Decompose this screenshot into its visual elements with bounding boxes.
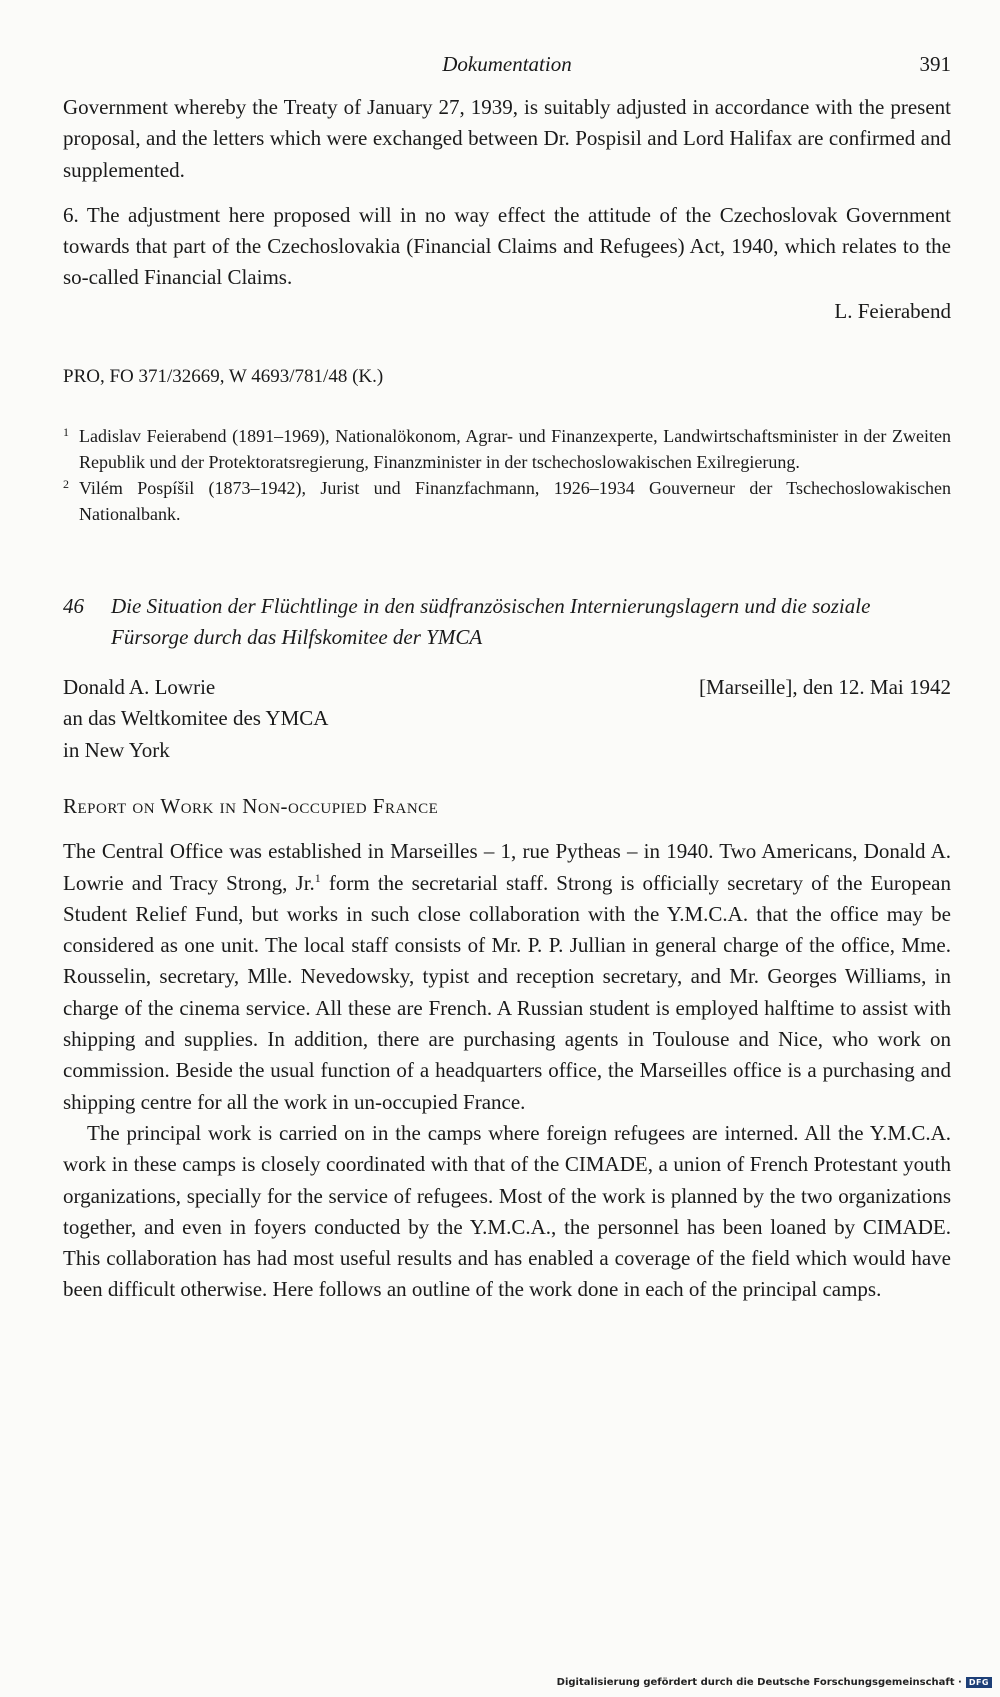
footnotes — [63, 423, 951, 527]
footnote-text: Ladislav Feierabend (1891–1969), Nationalökonom, Agrar- und Finanzexperte, Landwirtschaftsminister in der Zweiten Republik und der Protektoratsregierung, Finanzminister in der tschechoslowakischen Exilregierung. — [79, 425, 951, 472]
report-body — [63, 836, 951, 1305]
sender: Donald A. Lowrie — [63, 674, 216, 699]
footnote-number: 2 — [63, 476, 69, 491]
recipient-line-1: an das Weltkomitee des YMCA — [63, 706, 329, 731]
footnote-2 — [63, 475, 951, 527]
document-page — [63, 52, 951, 1306]
report-paragraph-1 — [63, 836, 951, 1118]
recipient-line-2: in New York — [63, 737, 170, 762]
continued-paragraph: Government whereby the Treaty of January 27, 1939, is suitably adjusted in accordance with the present proposal, and the letters which were exchanged between Dr. Pospisil and Lord Halifax are confirmed and supplemented. — [63, 95, 951, 182]
page-number: 391 — [919, 52, 951, 76]
credit-text: Digitalisierung gefördert durch die Deutsche Forschungsgemeinschaft · — [556, 1677, 962, 1688]
digitization-credit — [557, 1677, 992, 1688]
paragraph-6: 6. The adjustment here proposed will in no way effect the attitude of the Czechoslovak Government towards that part of the Czechoslovakia (Financial Claims and Refugees) Act, 1940, which relates to the so-called Financial Claims. — [63, 202, 951, 290]
report-paragraph-2: The principal work is carried on in the camps where foreign refugees are interned. All the Y.M.C.A. work in these camps is closely coordinated with that of the CIMADE, a union of French Protestant youth organizations, specially for the service of refugees. Most of the work is planned by the two organizations together, and even in foyers conducted by the Y.M.C.A., the personnel has been loaned by CIMADE. This collaboration has had most useful results and has enabled a coverage of the field which would have been difficult otherwise. Here follows an outline of the work done in each of the principal camps. — [63, 1120, 951, 1302]
report-paragraph-1-part-b: form the secretarial staff. Strong is officially secretary of the European Student Relief Fund, but works in such close collaboration with the Y.M.C.A. that the office may be considered as one unit. The local staff consists of Mr. P. P. Jullian in general charge of the office, Mme. Rousselin, secretary, Mlle. Nevedowsky, typist and reception secretary, and Mr. Georges Williams, in charge of the cinema service. All these are French. A Russian student is employed halftime to assist with shipping and supplies. In addition, there are purchasing agents in Toulouse and Nice, who work on commission. Beside the usual function of a headquarters office, the Marseilles office is a purchasing and shipping centre for all the work in un-occupied France. — [63, 870, 951, 1114]
document-title: Die Situation der Flüchtlinge in den südfranzösischen Internierungslagern und die soziale Fürsorge durch das Hilfskomitee der YMCA — [111, 593, 871, 649]
running-title: Dokumentation — [442, 52, 572, 76]
running-header — [63, 52, 951, 92]
document-date: [Marseille], den 12. Mai 1942 — [699, 674, 951, 699]
report-heading: Report on Work in Non-occupied France — [63, 794, 439, 819]
footnote-1 — [63, 423, 951, 475]
dfg-logo-icon: DFG — [966, 1677, 992, 1688]
document-number: 46 — [63, 593, 84, 618]
report-paragraph-1-part-a: The Central Office was established in Marseilles – 1, rue Pytheas – in 1940. Two Americans, Donald A. Lowrie and Tracy Strong, Jr. — [63, 839, 951, 895]
document-meta — [63, 672, 951, 767]
document-heading — [63, 591, 951, 653]
signature: L. Feierabend — [834, 298, 951, 323]
archival-source: PRO, FO 371/32669, W 4693/781/48 (K.) — [63, 365, 384, 387]
footnote-ref: 1 — [314, 870, 321, 885]
footnote-text: Vilém Pospíšil (1873–1942), Jurist und Finanzfachmann, 1926–1934 Gouverneur der Tschechoslowakischen Nationalbank. — [79, 477, 951, 524]
footnote-number: 1 — [63, 424, 69, 439]
